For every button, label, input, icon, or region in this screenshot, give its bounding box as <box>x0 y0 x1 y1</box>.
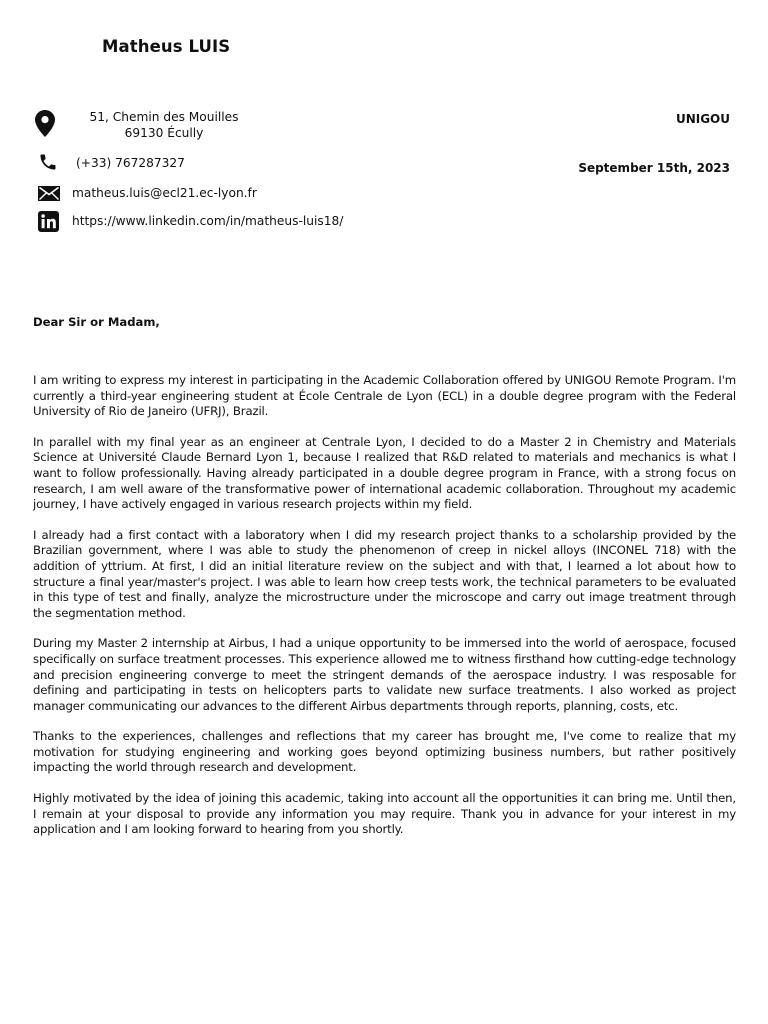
sender-name: Matheus LUIS <box>102 37 231 56</box>
letter-body <box>33 373 736 853</box>
paragraph-4: During my Master 2 internship at Airbus, I had a unique opportunity to be immersed into the world of aerospace, focused specifically on surface treatment processes. This experience allowed me to witness firsthand how cutting-edge technology and precision engineering converge to meet the stringent demands of the aerospace industry. I was resposable for defining and participating in tests on helicopters parts to validate new surface treatments. I also worked as project manager communicating our advances to the different Airbus departments through reports, planning, costs, etc. <box>33 636 736 713</box>
linkedin-link[interactable]: https://www.linkedin.com/in/matheus-luis18/ <box>72 214 344 228</box>
paragraph-5: Thanks to the experiences, challenges and reflections that my career has brought me, I've come to realize that my motivation for studying engineering and working goes beyond optimizing business numbers, but rather positively impacting the world through research and development. <box>33 729 736 775</box>
salutation: Dear Sir or Madam, <box>33 315 160 329</box>
address-line-1: 51, Chemin des Mouilles <box>89 110 239 124</box>
letter-date: September 15th, 2023 <box>578 161 730 175</box>
paragraph-2: In parallel with my final year as an engineer at Centrale Lyon, I decided to do a Master 2 in Chemistry and Materials Science at Université Claude Bernard Lyon 1, because I realized that R&D related to materials and mechanics is what I want to follow professionally. Having already participated in a double degree program in France, with a strong focus on research, I am well aware of the transformative power of international academic collaboration. Throughout my academic journey, I have actively engaged in various research projects within my field. <box>33 434 736 512</box>
map-pin-icon <box>35 110 55 137</box>
envelope-icon <box>38 186 60 201</box>
email-link[interactable]: matheus.luis@ecl21.ec-lyon.fr <box>72 186 257 200</box>
address-line-2: 69130 Écully <box>124 126 204 140</box>
phone-icon <box>38 152 58 172</box>
recipient-company: UNIGOU <box>675 112 730 126</box>
linkedin-icon <box>38 211 59 232</box>
paragraph-1: I am writing to express my interest in participating in the Academic Collaboration offered by UNIGOU Remote Program. I'm currently a third-year engineering student at École Centrale de Lyon (ECL) in a double degree program with the Federal University of Rio de Janeiro (UFRJ), Brazil. <box>33 373 736 419</box>
address-block <box>84 109 244 141</box>
paragraph-6: Highly motivated by the idea of joining this academic, taking into account all the opportunities it can bring me. Until then, I remain at your disposal to provide any information you may require. Thank you in advance for your interest in my application and I am looking forward to hearing from you shortly. <box>33 791 736 837</box>
paragraph-3: I already had a first contact with a laboratory when I did my research project thanks to a scholarship provided by the Brazilian government, where I was able to study the phenomenon of creep in nickel alloys (INCONEL 718) with the addition of yttrium. At first, I did an initial literature review on the subject and with that, I learned a lot about how to structure a final year/master's project. I was able to learn how creep tests work, the technical parameters to be evaluated in this type of test and finally, analyze the microstructure under the microscope and carry out image treatment through the segmentation method. <box>33 527 736 620</box>
phone-number: (+33) 767287327 <box>76 156 185 170</box>
